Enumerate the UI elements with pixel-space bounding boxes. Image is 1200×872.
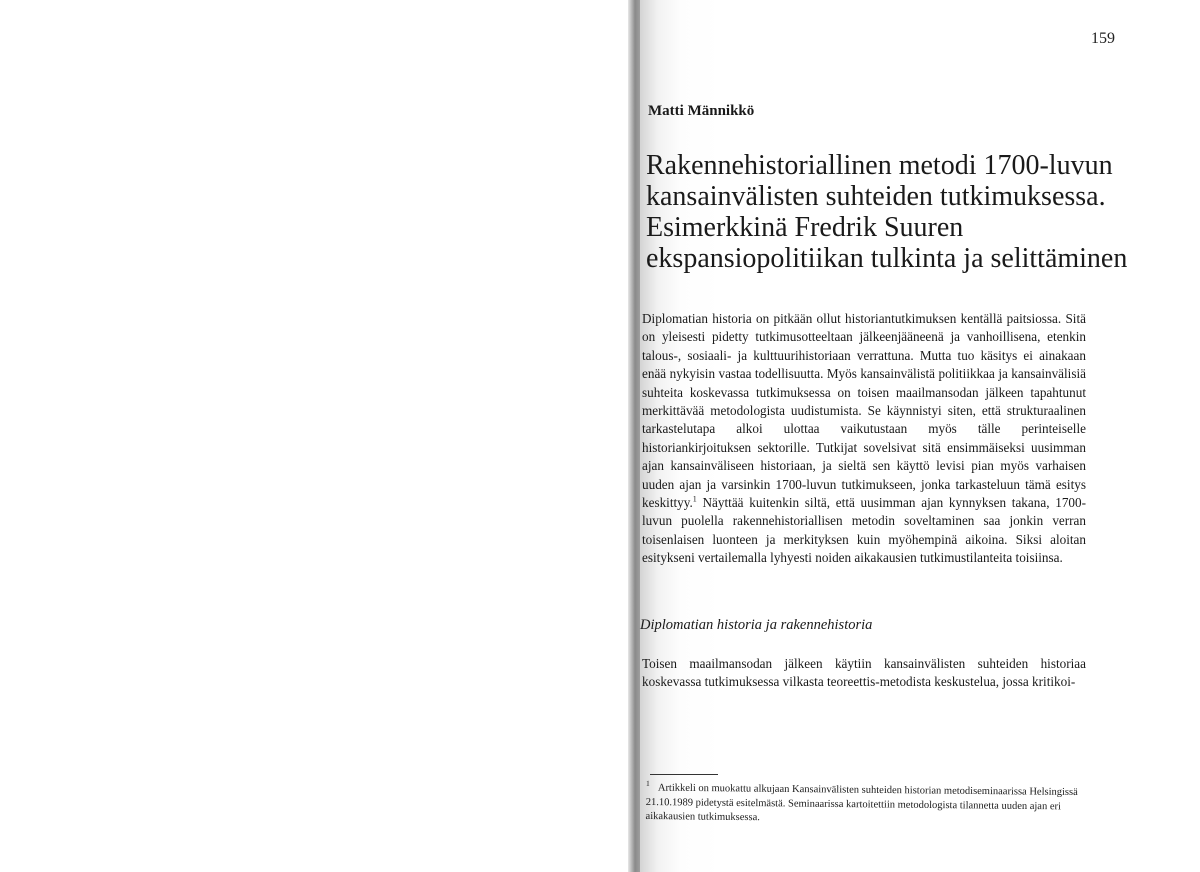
article-title xyxy=(646,150,1186,274)
paragraph-text: Näyttää kuitenkin siltä, että uusimman ajan kynnyksen takana, 1700-luvun puolella rakennehistoriallisen metodin soveltaminen saa jonkin verran toisenlaisen luonteen ja merkityksen kuin myöhempinä aikoina. Siksi aloitan esitykseni vertailemalla lyhyesti noiden aikakausien tutkimustilanteita toisiinsa. xyxy=(642,495,1086,566)
footnote xyxy=(646,777,1106,828)
section-heading: Diplomatian historia ja rakennehistoria xyxy=(640,617,873,633)
footnote-reference: 1 xyxy=(692,494,697,504)
page-number: 159 xyxy=(1091,30,1115,47)
title-line: ekspansiopolitiikan tulkinta ja selittäminen xyxy=(646,243,1128,274)
section-paragraph: Toisen maailmansodan jälkeen käytiin kansainvälisten suhteiden historiaa koskevassa tutkimuksessa vilkasta teoreettis-metodista keskustelua, jossa kritikoi- xyxy=(642,656,1086,690)
title-line: Rakennehistoriallinen metodi 1700-luvun xyxy=(646,150,1113,181)
footnote-marker: 1 xyxy=(645,778,650,789)
intro-paragraph xyxy=(642,310,1086,568)
footnote-divider xyxy=(650,774,718,775)
right-page xyxy=(640,0,1200,872)
title-line: kansainvälisten suhteiden tutkimuksessa. xyxy=(646,181,1106,212)
author-name: Matti Männikkö xyxy=(648,103,755,119)
title-line: Esimerkkinä Fredrik Suuren xyxy=(646,212,964,243)
paragraph-text: Diplomatian historia on pitkään ollut historiantutkimuksen kentällä paitsiossa. Sitä on yleisesti pidetty tutkimusotteeltaan jälkeenjääneenä ja vanhoillisena, etenkin talous-, sosiaali- ja kulttuurihistoriaan verrattuna. Mutta tuo käsitys ei ainakaan enää nykyisin vastaa todellisuutta. Myös kansainvälistä politiikkaa ja kansainvälisiä suhteita koskevassa tutkimuksessa on toisen maailmansodan jälkeen tapahtunut merkittävää metodologista uudistumista. Se käynnistyi siten, että strukturaalinen tarkastelutapa alkoi ulottaa vaikutustaan myös tälle perinteiselle historiankirjoituksen sektorille. Tutkijat sovelsivat sitä ensimmäiseksi uusimman ajan kansainväliseen historiaan, ja sieltä sen käyttö levisi pian myös varhaisen uuden ajan ja varsinkin 1700-luvun tutkimukseen, jonka tarkasteluun tämä esitys keskittyy. xyxy=(642,311,1086,511)
footnote-text: Artikkeli on muokattu alkujaan Kansainvälisten suhteiden historian metodiseminaarissa Helsingissä 21.10.1989 pidetystä esitelmästä. Seminaarissa kartoitettiin metodologista tilannetta uuden ajan eri aikakausien tutkimuksessa. xyxy=(645,782,1078,823)
